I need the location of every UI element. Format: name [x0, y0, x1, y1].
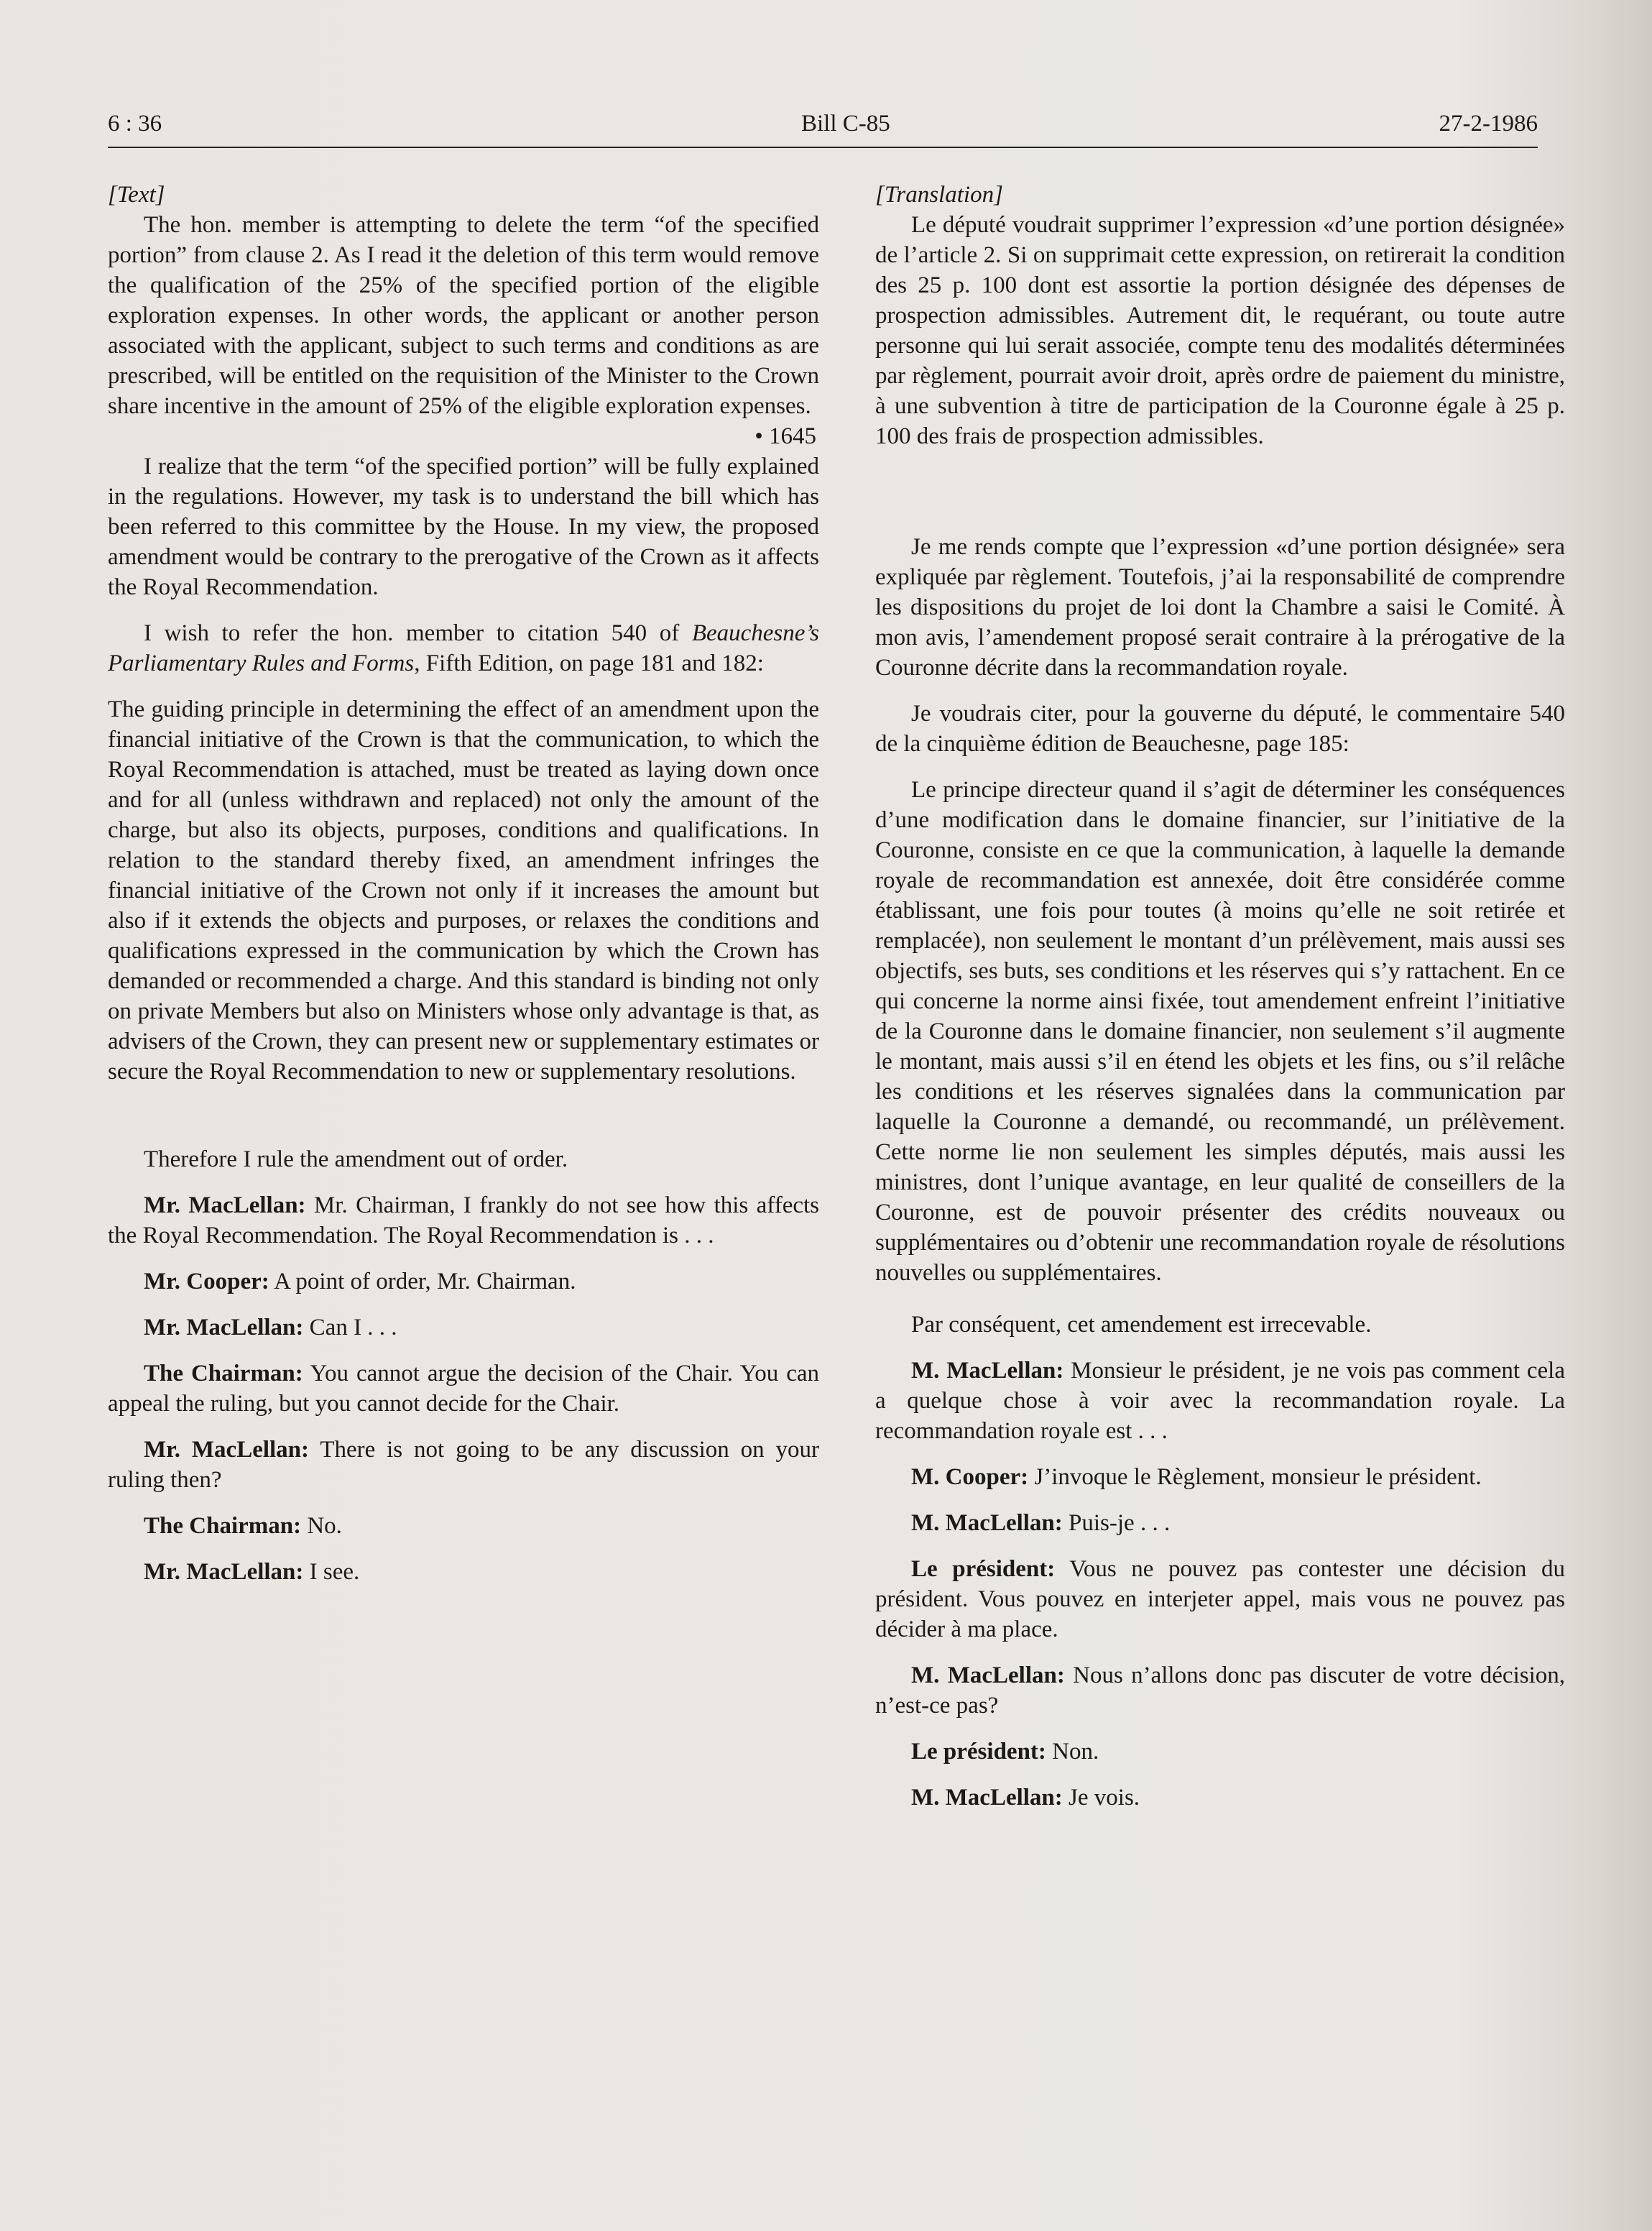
english-column: [108, 180, 819, 1587]
speaker-name: The Chairman:: [144, 1513, 302, 1539]
english-exchange-5: [108, 1435, 819, 1495]
speech-text: Monsieur le président, je ne vois pas comment cela a quelque chose à voir avec la recommandation royale. La recommandation royale est . . .: [875, 1358, 1566, 1444]
french-quotation: Le principe directeur quand il s’agit de déterminer les conséquences d’une modification dans le domaine financier, sur l’initiative de la Couronne, consiste en ce que la communication, à laquelle la demande royale de recommandation est annexée, doit être considérée comme établissant, une fois pour toutes (à moins qu’elle ne soit retirée et remplacée), non seulement le montant d’un prélèvement, mais aussi ses objectifs, ses buts, ses conditions et les réserves qui s’y rattachent. En ce qui concerne la norme ainsi fixée, tout amendement enfreint l’initiative de la Couronne dans le domaine financier, non seulement s’il augmente le montant, mais aussi s’il en étend les objets et les fins, ou s’il relâche les conditions et les réserves signalées dans la communication par laquelle la Couronne a demandé, ou recommandé, un prélèvement. Cette norme lie non seulement les simples députés, mais aussi les ministres, dont l’unique avantage, en leur qualité de conseillers de la Couronne, est de pouvoir présenter des crédits nouveaux ou supplémentaires ou d’obtenir une recommandation royale de résolutions nouvelles ou supplémentaires.: [875, 777, 1565, 1286]
citation-outro: , Fifth Edition, on page 181 and 182:: [414, 650, 764, 676]
speaker-name: M. MacLellan:: [911, 1358, 1064, 1384]
speech-text: Vous ne pouvez pas contester une décision du président. Vous pouvez en interjeter appel, mais vous ne pouvez pas décider à ma place.: [875, 1556, 1565, 1642]
french-exchange-4: [875, 1554, 1565, 1644]
french-paragraph-3: Je voudrais citer, pour la gouverne du député, le commentaire 540 de la cinquième édition de Beauchesne, page 185:: [875, 701, 1565, 757]
speech-text: Can I . . .: [303, 1315, 397, 1340]
english-exchange-2: [108, 1266, 819, 1297]
english-paragraph-2: I realize that the term “of the specified portion” will be fully explained in the regulations. However, my task is to understand the bill which has been referred to this committee by the House. In my view, the proposed amendment would be contrary to the prerogative of the Crown as it affects the Royal Recommendation.: [108, 454, 819, 600]
english-paragraph-3: [108, 618, 819, 678]
french-exchange-2: [875, 1462, 1565, 1492]
speech-text: Je vois.: [1062, 1785, 1140, 1811]
french-exchange-6: [875, 1736, 1565, 1767]
english-quotation: The guiding principle in determining the effect of an amendment upon the financial initiative of the Crown is that the communication, to which the Royal Recommendation is attached, must be treated as laying down once and for all (unless withdrawn and replaced) not only the amount of the charge, but also its objects, purposes, conditions and qualifications. In relation to the standard thereby fixed, an amendment infringes the financial initiative of the Crown not only if it increases the amount but also if it extends the objects and purposes, or relaxes the conditions and qualifications expressed in the communication by which the Crown has demanded or recommended a charge. And this standard is binding not only on private Members but also on Ministers whose only advantage is that, as advisers of the Crown, they can present new or supplementary estimates or secure the Royal Recommendation to new or supplementary resolutions.: [108, 696, 819, 1085]
citation-source: Beauchesne’s Parliamentary Rules and Forms: [108, 620, 819, 676]
speaker-name: Mr. MacLellan:: [144, 1559, 304, 1585]
speech-text: You cannot argue the decision of the Chair. You can appeal the ruling, but you cannot decide for the Chair.: [108, 1361, 820, 1417]
speech-text: J’invoque le Règlement, monsieur le président.: [1028, 1464, 1482, 1490]
english-exchange-6: [108, 1511, 819, 1541]
english-exchange-1: [108, 1190, 819, 1251]
speech-text: Mr. Chairman, I frankly do not see how this affects the Royal Recommendation. The Royal Recommendation is . . .: [108, 1192, 819, 1248]
translation-tag: [Translation]: [875, 182, 1003, 208]
speaker-name: Le président:: [911, 1556, 1056, 1582]
speech-text: A point of order, Mr. Chairman.: [269, 1269, 576, 1294]
french-paragraph-2: Je me rends compte que l’expression «d’une portion désignée» sera expliquée par règlement. Toutefois, j’ai la responsabilité de comprendre les dispositions du projet de loi dont la Chambre a saisi le Comité. À mon avis, l’amendement proposé serait contraire à la prérogative de la Couronne décrite dans la recommandation royale.: [875, 534, 1565, 681]
speaker-name: M. MacLellan:: [911, 1785, 1063, 1811]
speaker-name: Mr. MacLellan:: [144, 1437, 310, 1463]
speaker-name: M. Cooper:: [911, 1464, 1029, 1490]
english-exchange-7: [108, 1557, 819, 1587]
page-number: 6 : 36: [108, 111, 162, 137]
speaker-name: M. MacLellan:: [911, 1510, 1063, 1536]
speech-text: Non.: [1046, 1739, 1099, 1765]
speaker-name: The Chairman:: [144, 1361, 303, 1386]
header-rule: [108, 147, 1538, 148]
english-exchange-3: [108, 1312, 819, 1343]
french-paragraph-1: Le député voudrait supprimer l’expression «d’une portion désignée» de l’article 2. Si on supprimait cette expression, on retirerait la condition des 25 p. 100 dont est assortie la portion désignée des dépenses de prospection admissibles. Autrement dit, le requérant, ou toute autre personne qui lui serait associée, compte tenu des modalités déterminées par règlement, pourrait avoir droit, après ordre de paiement du ministre, à une subvention à titre de participation de la Couronne égale à 25 p. 100 des frais de prospection admissibles.: [875, 212, 1565, 449]
speech-text: Nous n’allons donc pas discuter de votre décision, n’est-ce pas?: [875, 1662, 1566, 1719]
speaker-name: M. MacLellan:: [911, 1662, 1065, 1688]
french-exchange-3: [875, 1508, 1565, 1538]
speech-text: Puis-je . . .: [1062, 1510, 1171, 1536]
speech-text: No.: [301, 1513, 342, 1539]
speech-text: There is not going to be any discussion on your ruling then?: [108, 1437, 819, 1493]
french-exchange-5: [875, 1660, 1565, 1721]
text-tag: [Text]: [108, 182, 165, 208]
speaker-name: Mr. Cooper:: [144, 1269, 269, 1294]
bill-title: Bill C-85: [801, 111, 890, 137]
speaker-name: Mr. MacLellan:: [144, 1192, 306, 1218]
citation-intro: I wish to refer the hon. member to citation 540 of: [144, 620, 692, 646]
english-ruling: Therefore I rule the amendment out of order.: [144, 1146, 568, 1172]
speaker-name: Mr. MacLellan:: [144, 1315, 304, 1340]
french-exchange-7: [875, 1782, 1565, 1813]
french-exchange-1: [875, 1356, 1565, 1446]
page-header: [108, 108, 1538, 148]
french-ruling: Par conséquent, cet amendement est irrecevable.: [911, 1312, 1372, 1338]
speech-text: I see.: [303, 1559, 360, 1585]
english-exchange-4: [108, 1358, 819, 1419]
page-date: 27-2-1986: [1439, 111, 1538, 137]
time-marker: • 1645: [755, 423, 816, 449]
french-column: [875, 180, 1565, 1813]
english-paragraph-1: The hon. member is attempting to delete the term “of the specified portion” from clause 2. As I read it the deletion of this term would remove the qualification of the 25% of the specified portion of the eligible exploration expenses. In other words, the applicant or another person associated with the applicant, subject to such terms and conditions as are prescribed, will be entitled on the requisition of the Minister to the Crown share incentive in the amount of 25% of the eligible exploration expenses.: [108, 212, 819, 419]
speaker-name: Le président:: [911, 1739, 1046, 1765]
